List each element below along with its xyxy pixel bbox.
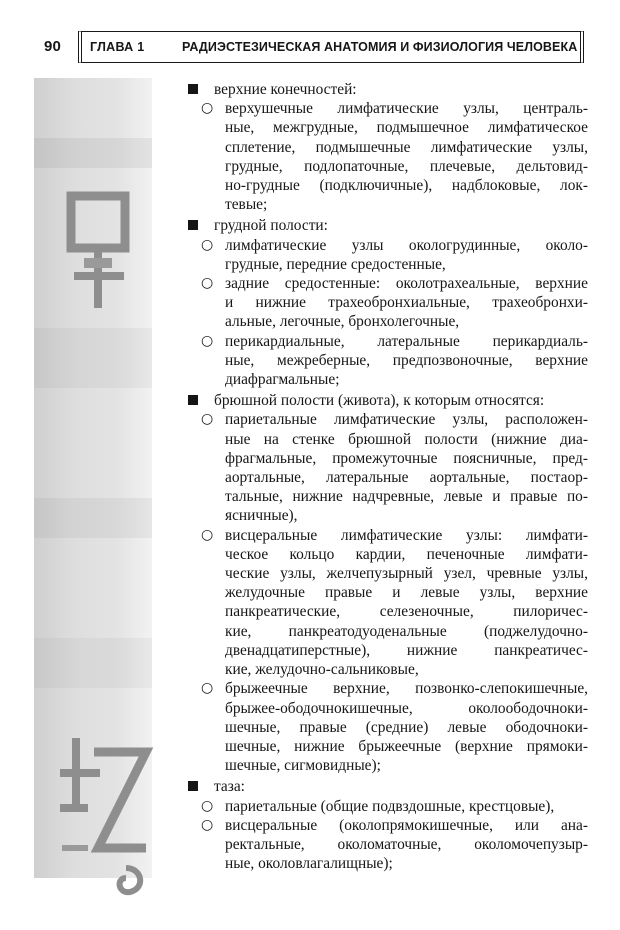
text-line: кие, желудочно-сальниковые, bbox=[225, 661, 419, 679]
page-number: 90 bbox=[44, 38, 62, 55]
circle-bullet-icon: ○ bbox=[201, 526, 214, 543]
chapter-title: РАДИЭСТЕЗИЧЕСКАЯ АНАТОМИЯ И ФИЗИОЛОГИЯ ЧЕЛОВЕКА bbox=[182, 40, 578, 54]
circle-bullet-icon: ○ bbox=[201, 100, 214, 117]
text-line: париетальные (общие подвздошные, крестцовые), bbox=[225, 797, 555, 815]
circle-bullet-icon: ○ bbox=[201, 411, 214, 428]
text-line: но-грудные (подключичные), надблоковые, лок- bbox=[225, 177, 588, 195]
decorative-sidebar bbox=[34, 78, 152, 878]
text-line: ческие узлы, желчепузырный узел, чревные узлы, bbox=[225, 565, 588, 583]
section bbox=[188, 777, 588, 873]
text-line: задние средостенные: околотрахеальные, верхние bbox=[225, 275, 588, 293]
square-bullet-icon bbox=[188, 220, 198, 230]
text-line: и нижние трахеобронхиальные, трахеобронхи- bbox=[225, 294, 588, 312]
text-line: альные, легочные, бронхолегочные, bbox=[225, 313, 460, 331]
text-line: фрагмальные, промежуточные поясничные, пред- bbox=[225, 449, 588, 467]
circle-bullet-icon: ○ bbox=[201, 275, 214, 292]
circle-bullet-icon: ○ bbox=[201, 332, 214, 349]
section-label: грудной полости: bbox=[214, 217, 328, 235]
text-line: ные, межреберные, предпозвоночные, верхние bbox=[225, 351, 588, 369]
list-item bbox=[201, 332, 588, 390]
circle-bullet-icon: ○ bbox=[201, 236, 214, 253]
circle-bullet-icon: ○ bbox=[201, 797, 214, 814]
body-text bbox=[188, 80, 588, 873]
list-item bbox=[201, 274, 588, 332]
text-line: ческое кольцо кардии, печеночные лимфати- bbox=[225, 545, 588, 563]
jupiter-symbol-icon bbox=[54, 728, 154, 898]
section-label: брюшной полости (живота), к которым относятся: bbox=[214, 392, 545, 410]
circle-bullet-icon: ○ bbox=[201, 680, 214, 697]
text-line: шечные, нижние брыжеечные (верхние прямоки- bbox=[225, 737, 588, 755]
chapter-label: ГЛАВА 1 bbox=[90, 40, 145, 54]
list-item bbox=[201, 99, 588, 214]
section-label: верхние конечностей: bbox=[214, 81, 357, 98]
text-line: аортальные, латеральные аортальные, постаор- bbox=[225, 469, 588, 487]
text-line: верхушечные лимфатические узлы, централь- bbox=[225, 100, 588, 118]
text-line: шечные, правые (средние) левые ободочноки- bbox=[225, 718, 588, 736]
square-bullet-icon bbox=[188, 84, 198, 94]
text-line: тевые; bbox=[225, 196, 268, 214]
square-bullet-icon bbox=[188, 781, 198, 791]
text-line: перикардиальные, латеральные перикардиаль- bbox=[225, 332, 588, 350]
text-line: висцеральные (околопрямокишечные, или ана- bbox=[225, 816, 588, 834]
text-line: грудные, подлопаточные, плечевые, дельтовид- bbox=[225, 157, 588, 175]
list-item bbox=[201, 410, 588, 525]
running-header bbox=[78, 31, 584, 63]
section bbox=[188, 391, 588, 775]
text-line: грудные, передние средостенные, bbox=[225, 255, 446, 273]
text-line: ные, межгрудные, подмышечное лимфатическое bbox=[225, 119, 588, 137]
text-line: панкреатические, селезеночные, пилоричес- bbox=[225, 603, 588, 621]
list-item bbox=[201, 236, 588, 274]
section bbox=[188, 216, 588, 389]
text-line: шечные, сигмовидные); bbox=[225, 757, 381, 775]
text-line: брыжее-ободочнокишечные, околоободочноки- bbox=[225, 699, 588, 717]
text-line: диафрагмальные; bbox=[225, 371, 340, 389]
text-line: кие, панкреатодуоденальные (поджелудочно- bbox=[225, 622, 588, 640]
text-line: брыжеечные верхние, позвонко-слепокишечные, bbox=[225, 680, 588, 698]
text-line: висцеральные лимфатические узлы: лимфати- bbox=[225, 526, 588, 544]
text-line: париетальные лимфатические узлы, расположен- bbox=[225, 411, 588, 429]
text-line: лимфатические узлы окологрудинные, около- bbox=[225, 236, 588, 254]
list-item bbox=[201, 679, 588, 775]
list-item bbox=[201, 526, 588, 680]
text-line: тальные, нижние надчревные, левые и правые по- bbox=[225, 488, 588, 506]
square-bullet-icon bbox=[188, 395, 198, 405]
text-line: ясничные), bbox=[225, 507, 298, 525]
text-line: сплетение, подмышечные лимфатические узлы, bbox=[225, 138, 588, 156]
circle-bullet-icon: ○ bbox=[201, 816, 214, 833]
text-line: ректальные, околоматочные, околомочепузыр- bbox=[225, 835, 588, 853]
text-line: ные на стенке брюшной полости (нижние диа- bbox=[225, 430, 588, 448]
list-item bbox=[201, 816, 588, 874]
section-label: таза: bbox=[214, 778, 245, 796]
text-line: двенадцатиперстные), нижние панкреатичес- bbox=[225, 641, 588, 659]
venus-box-symbol-icon bbox=[62, 190, 136, 310]
section bbox=[188, 80, 588, 214]
text-line: желудочные правые и левые узлы, верхние bbox=[225, 584, 588, 602]
text-line: ные, околовлагалищные); bbox=[225, 855, 393, 873]
list-item bbox=[201, 797, 588, 816]
